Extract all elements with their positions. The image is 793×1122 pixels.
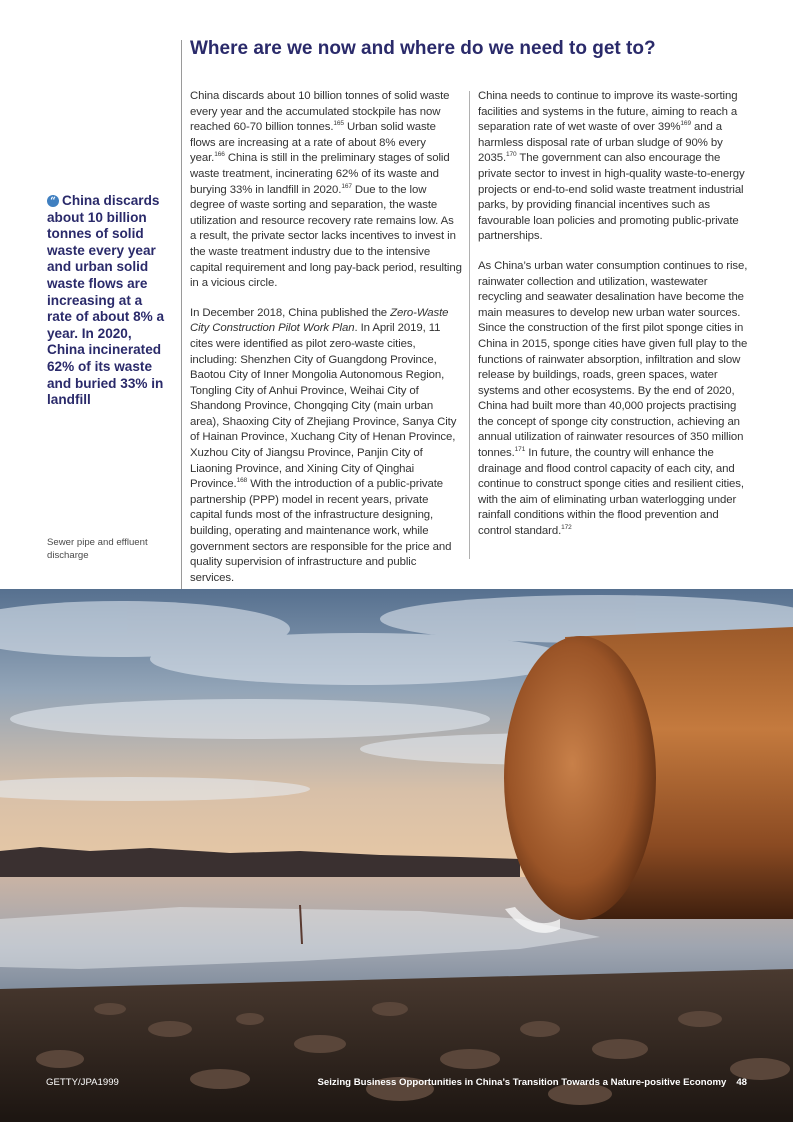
paragraph: As China’s urban water consumption continues to rise, rainwater collection and utilization, wastewater recycling and seawater desalination have become the main measures to develop new urban water sources. Since the construction of the first pilot sponge cities in China in 2015, sponge cities have given full play to the functions of rainwater absorption, infiltration and slow release by buildings, roads, green spaces, water systems and other ecosystems. By the end of 2020, China had built more than 40,000 projects practising the concept of sponge city construction, achieving an annual utilization of rainwater resources of 350 million tonnes.$^{171}$ In future, the country will enhance the drainage and flood control capacity of each city, and continue to construct sponge cities and resilient cities, with the aim of eliminating urban waterlogging under rainfall conditions within the flood prevention and control standard.$^{172}$ [478,259,748,538]
photo-credit: GETTY/JPA1999 [46,1077,119,1088]
sidebar-divider [181,40,182,592]
footnote-ref: 167 [341,182,352,190]
text-column-2 [478,89,750,554]
pull-quote [47,193,165,409]
page-heading: Where are we now and where do we need to get to? [190,38,656,59]
footnote-ref: 172 [561,524,572,532]
text-column-1 [190,89,462,600]
footnote-ref: 165 [333,120,344,128]
page-footer [317,1077,747,1088]
report-title: Seizing Business Opportunities in China’s Transition Towards a Nature-positive Economy [317,1077,727,1088]
footnote-ref: 168 [236,477,248,485]
sewer-pipe-photo [0,589,793,1122]
photo-caption: Sewer pipe and effluent discharge [47,537,148,561]
footnote-ref: 171 [514,446,526,454]
footnote-ref: 169 [680,120,691,128]
footnote-ref: 166 [214,151,225,159]
page-number: 48 [736,1077,747,1088]
paragraph: China needs to continue to improve its waste-sorting facilities and systems in the future, aiming to reach a separation rate of wet waste of over 39%$^{169}$ and a harmless disposal rate of urban sludge of 90% by 2035.$^{170}$ The government can also encourage the private sector to invest in high-quality waste-to-energy projects or end-to-end solid waste treatment industrial parks, by providing financial incentives such as favourable loan policies and promoting public-private partnerships. [478,90,745,243]
paragraph: China discards about 10 billion tonnes of solid waste every year and the accumulated stockpile has now reached 60-70 billion tonnes.$^{165}$ Urban solid waste flows are increasing at a rate of about 8% every year.$^{166}$ China is still in the preliminary stages of solid waste treatment, incinerating 62% of its waste and burying 33% in landfill in 2020.$^{167}$ Due to the low degree of waste sorting and separation, the waste utilization and resource recovery rate remains low. As a result, the private sector lacks incentives to invest in the waste treatment industry due to the intensive capital requirement and long pay-back period, resulting in a vicious circle. [190,90,462,290]
pull-quote-text: China discards about 10 billion tonnes of solid waste every year and urban solid waste flows are increasing at a rate of about 8% a year. In 2020, China incinerated 62% of its waste and buried 33% in landfill [47,193,165,408]
document-title: Zero-Waste City Construction Pilot Work Plan [190,306,449,335]
footnote-ref: 170 [506,151,517,159]
paragraph: In December 2018, China published the Zero-Waste City Construction Pilot Work Plan. In April 2019, 11 cites were identified as pilot zero-waste cities, including: Shenzhen City of Guangdong Province, Baotou City of Inner Mongolia Autonomous Region, Tongling City of Anhui Province, Weihai City of Shandong Province, Chongqing City (main urban area), Shaoxing City of Zhejiang Province, Sanya City of Hainan Province, Xuchang City of Henan Province, Xuzhou City of Jiangsu Province, Panjin City of Liaoning Province, and Xining City of Qinghai Province.$^{168}$ With the introduction of a public-private partnership (PPP) model in recent years, private capital funds most of the infrastructure designing, building, operating and maintenance work, while government sectors are responsible for the price and quality supervision of infrastructure and public services. [190,306,457,584]
quote-icon: “ [47,195,59,207]
